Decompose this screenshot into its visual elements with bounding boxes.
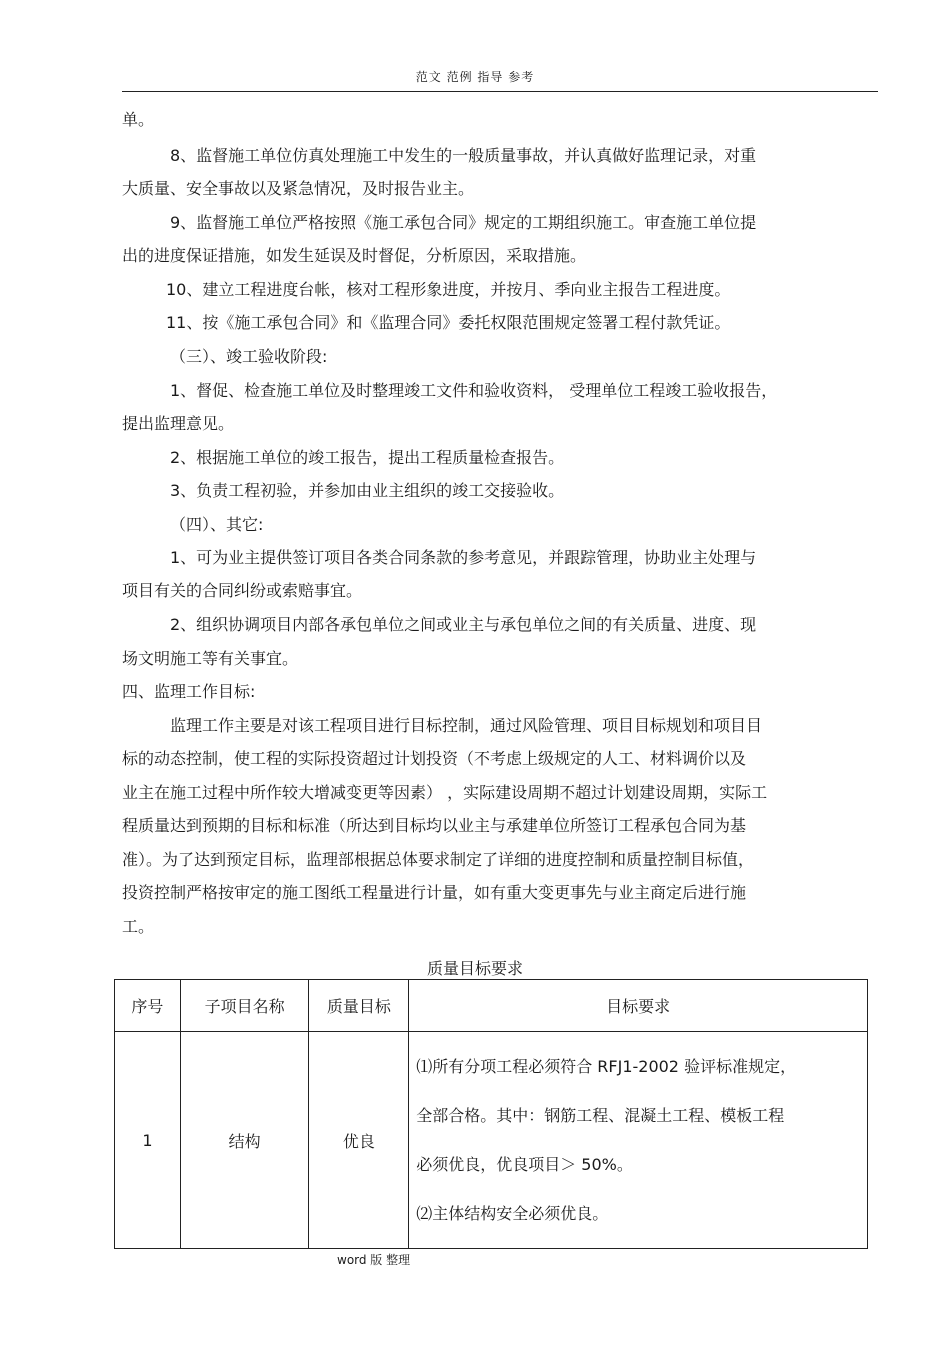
- cell-requirement: [409, 1032, 868, 1249]
- table-row: [115, 1032, 868, 1249]
- body-line: 2、组织协调项目内部各承包单位之间或业主与承包单位之间的有关质量、进度、现: [170, 615, 757, 634]
- requirement-line: 必须优良，优良项目＞ 50%。: [416, 1155, 633, 1174]
- header-divider: [122, 91, 878, 92]
- body-line: 提出监理意见。: [122, 414, 235, 433]
- requirement-line: 全部合格。其中：钢筋工程、混凝土工程、模板工程: [416, 1106, 785, 1125]
- body-line: 3、负责工程初验，并参加由业主组织的竣工交接验收。: [170, 481, 565, 500]
- body-line: 准）。为了达到预定目标，监理部根据总体要求制定了详细的进度控制和质量控制目标值，: [122, 850, 755, 869]
- quality-target-table: [114, 979, 868, 1249]
- section-heading: 四、监理工作目标:: [122, 682, 256, 701]
- body-line: 1、可为业主提供签订项目各类合同条款的参考意见，并跟踪管理，协助业主处理与: [170, 548, 757, 567]
- body-line: 10、建立工程进度台帐，核对工程形象进度，并按月、季向业主报告工程进度。: [166, 280, 731, 299]
- body-line: 1、督促、检查施工单位及时整理竣工文件和验收资料， 受理单位工程竣工验收报告，: [170, 381, 778, 400]
- table-header-row: [115, 980, 868, 1032]
- cell-target: 优良: [309, 1032, 409, 1249]
- cell-no: 1: [115, 1032, 181, 1249]
- body-line: 9、监督施工单位严格按照《施工承包合同》规定的工期组织施工。审查施工单位提: [170, 213, 757, 232]
- body-line: 监理工作主要是对该工程项目进行目标控制，通过风险管理、项目目标规划和项目目: [170, 716, 763, 735]
- header-cell-name: 子项目名称: [180, 980, 309, 1032]
- requirement-line: ⑴所有分项工程必须符合 RFJ1-2002 验评标准规定，: [416, 1057, 797, 1076]
- cell-name: 结构: [180, 1032, 309, 1249]
- body-line: 2、根据施工单位的竣工报告，提出工程质量检查报告。: [170, 448, 565, 467]
- requirement-line: ⑵主体结构安全必须优良。: [416, 1204, 609, 1223]
- body-line: 出的进度保证措施，如发生延误及时督促，分析原因，采取措施。: [122, 246, 587, 265]
- body-line: 标的动态控制，使工程的实际投资超过计划投资（不考虑上级规定的人工、材料调价以及: [122, 749, 747, 768]
- header-cell-requirement: 目标要求: [409, 980, 868, 1032]
- page-footer: word 版 整理: [337, 1253, 411, 1267]
- body-line: 大质量、安全事故以及紧急情况，及时报告业主。: [122, 179, 475, 198]
- table-caption: 质量目标要求: [426, 959, 523, 978]
- body-line: 8、监督施工单位仿真处理施工中发生的一般质量事故，并认真做好监理记录，对重: [170, 146, 757, 165]
- section-heading: （四）、其它:: [170, 515, 264, 534]
- body-line: 单。: [122, 110, 155, 129]
- body-line: 业主在施工过程中所作较大增减变更等因素） ，实际建设周期不超过计划建设周期，实际工: [122, 783, 768, 802]
- section-heading: （三）、竣工验收阶段:: [170, 347, 328, 366]
- body-line: 工。: [122, 917, 155, 936]
- body-line: 11、按《施工承包合同》和《监理合同》委托权限范围规定签署工程付款凭证。: [166, 313, 731, 332]
- page-header: 范文 范例 指导 参考: [415, 70, 535, 84]
- body-line: 项目有关的合同纠纷或索赔事宜。: [122, 581, 363, 600]
- body-line: 程质量达到预期的目标和标准（所达到目标均以业主与承建单位所签订工程承包合同为基: [122, 816, 747, 835]
- header-cell-target: 质量目标: [309, 980, 409, 1032]
- body-line: 投资控制严格按审定的施工图纸工程量进行计量，如有重大变更事先与业主商定后进行施: [122, 883, 747, 902]
- body-line: 场文明施工等有关事宜。: [122, 649, 299, 668]
- header-cell-no: 序号: [115, 980, 181, 1032]
